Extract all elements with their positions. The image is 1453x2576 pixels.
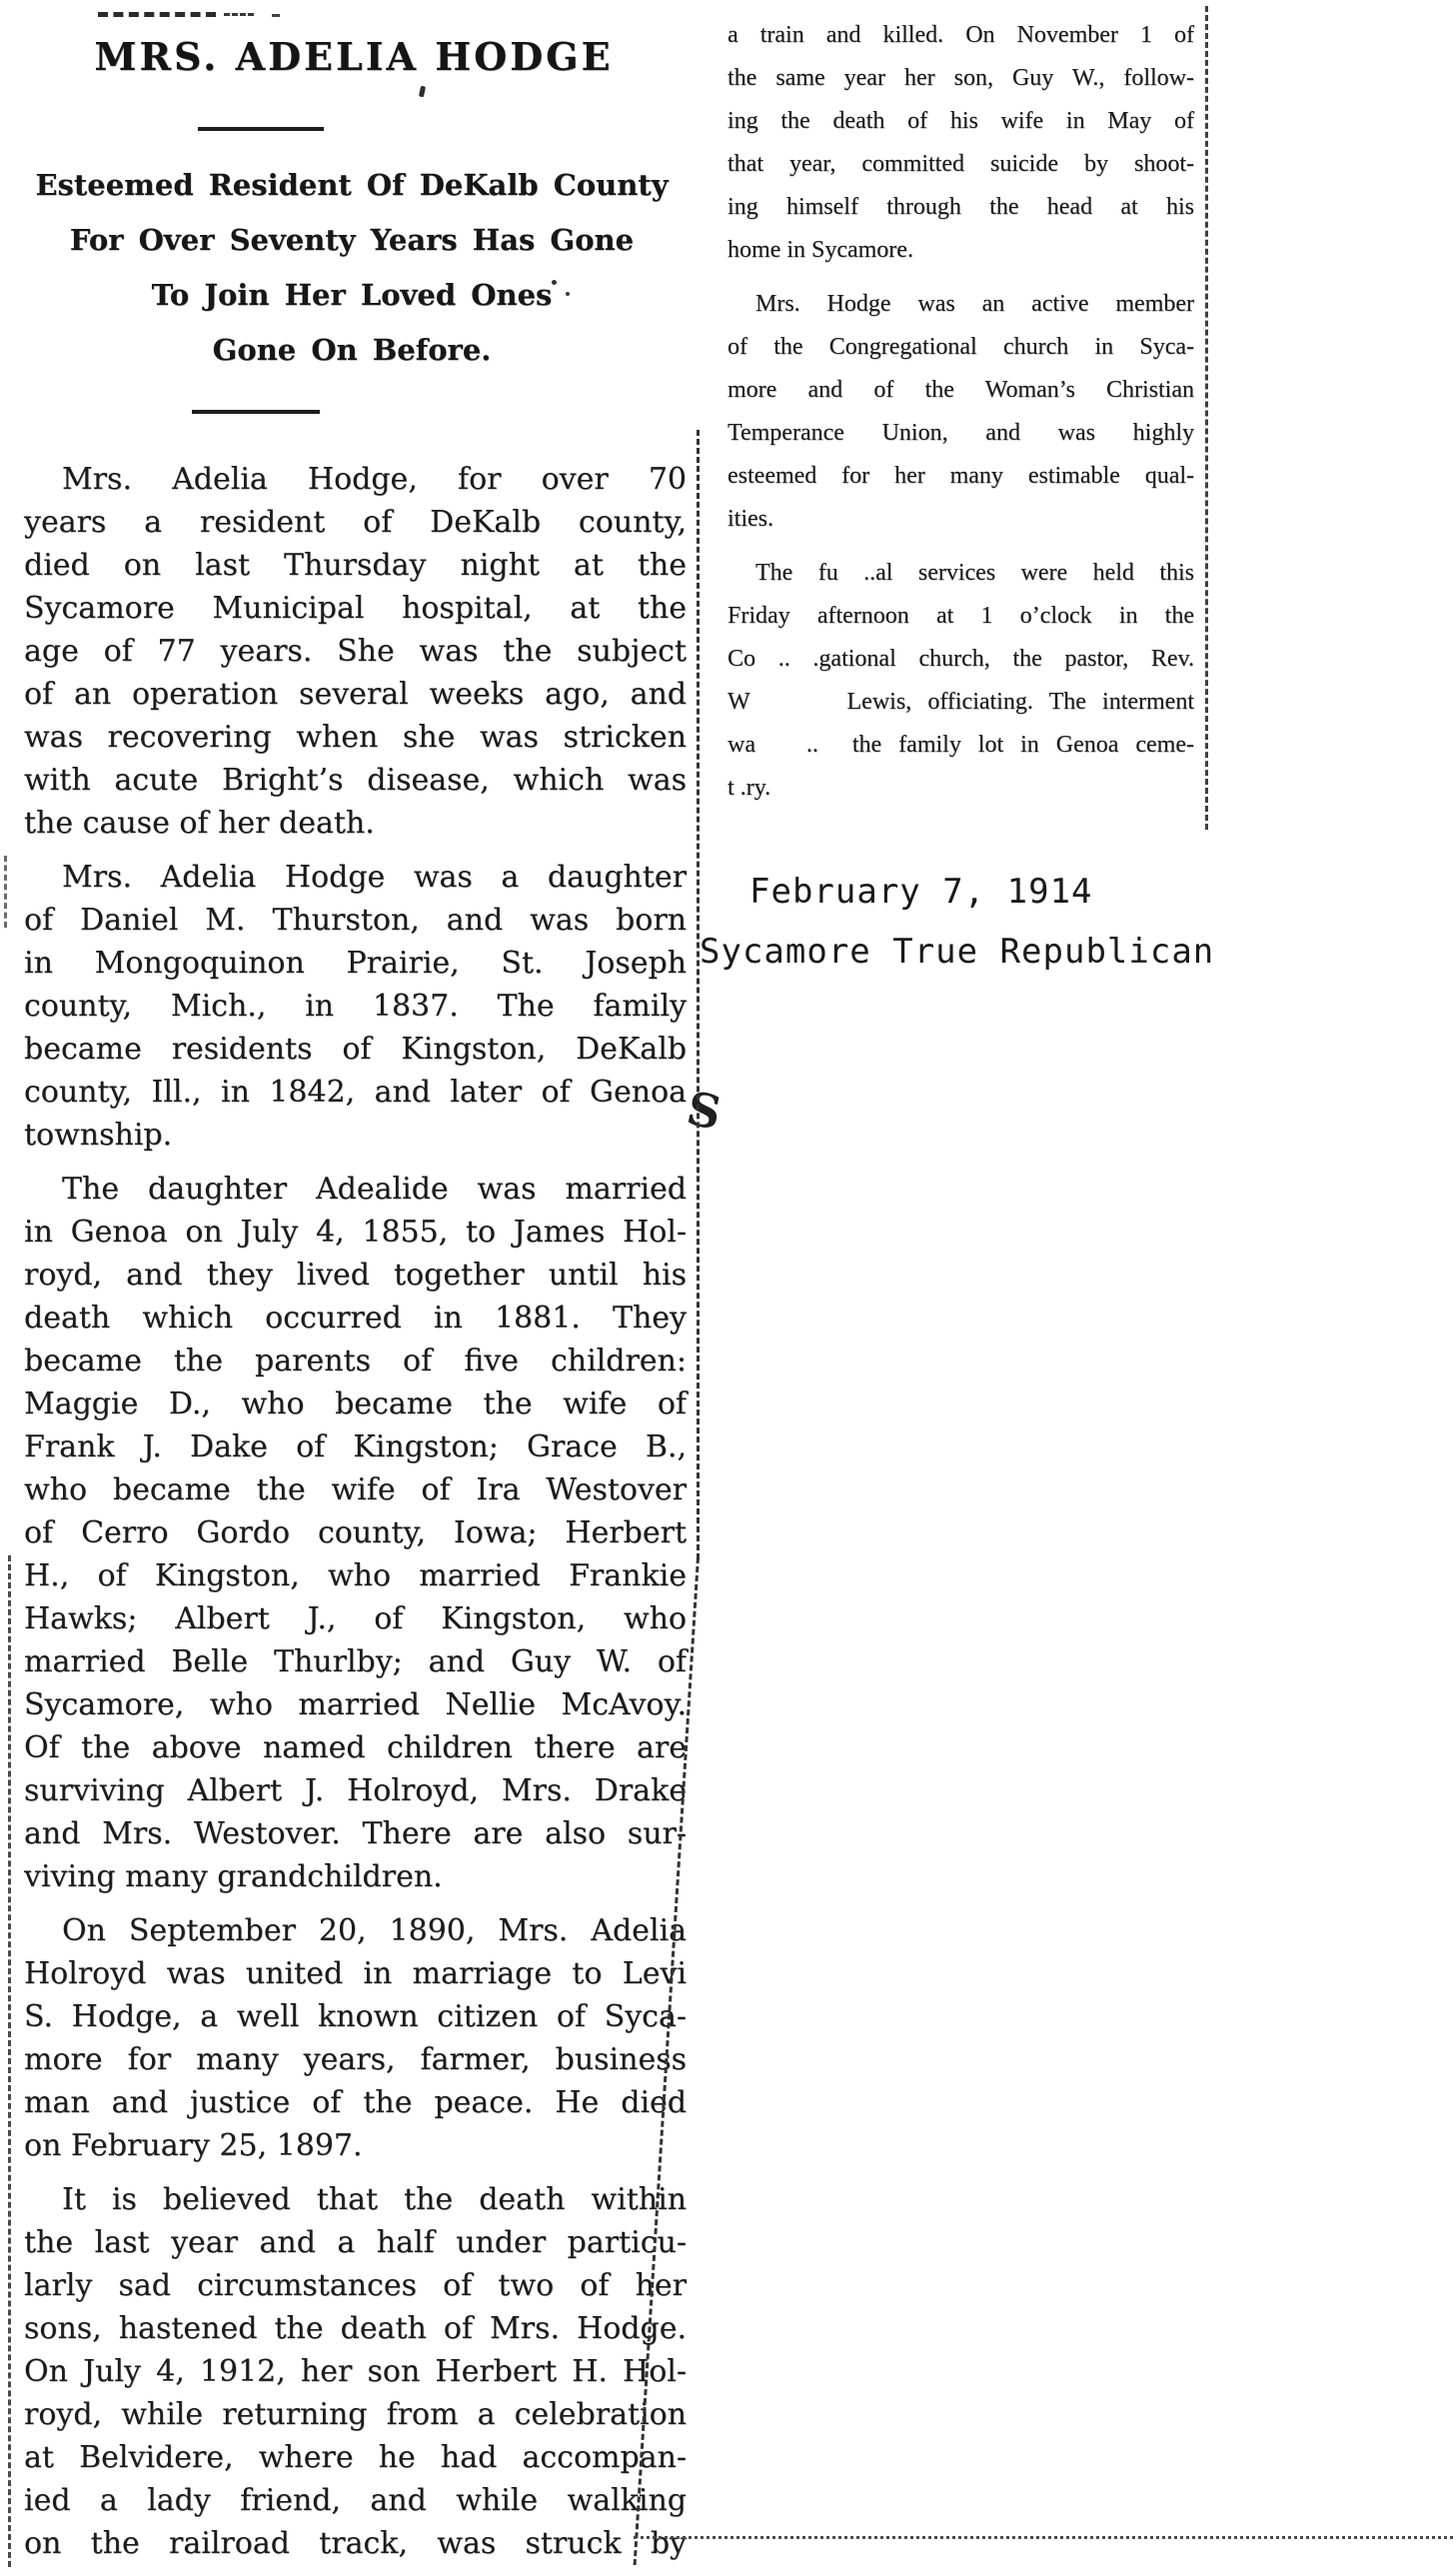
attribution — [700, 862, 1214, 982]
article-line: surviving Albert J. Holroyd, Mrs. Drake — [24, 1773, 687, 1808]
article-line: on the railroad track, was struck by — [24, 2526, 687, 2561]
article-line: that year, committed suicide by shoot- — [727, 151, 1194, 177]
article-line: Of the above named children there are — [24, 1730, 687, 1765]
article-line: On July 4, 1912, her son Herbert H. Hol- — [24, 2354, 687, 2389]
article-paragraph — [24, 458, 687, 845]
article-line: became the parents of five children: — [24, 1343, 687, 1378]
article-line: S. Hodge, a well known citizen of Syca- — [24, 1999, 687, 2034]
article-line: of an operation several weeks ago, and — [24, 677, 687, 712]
article-line: Temperance Union, and was highly — [727, 420, 1194, 446]
article-line: Co .. .gational church, the pastor, Rev. — [727, 646, 1194, 672]
article-line: death which occurred in 1881. They — [24, 1300, 687, 1335]
article-line: royd, while returning from a celebration — [24, 2397, 687, 2432]
article-line: of Daniel M. Thurston, and was born — [24, 903, 687, 938]
clip-edge-bottom — [634, 2536, 1453, 2539]
article-line: wa .. the family lot in Genoa ceme- — [727, 732, 1194, 758]
article-line: Mrs. Adelia Hodge, for over 70 — [62, 462, 687, 497]
article-line: royd, and they lived together until his — [24, 1258, 687, 1292]
article-line: county, Mich., in 1837. The family — [24, 989, 687, 1024]
article-line: the last year and a half under particu- — [24, 2225, 687, 2260]
article-line: ied a lady friend, and while walking — [24, 2483, 687, 2518]
article-subtitle — [24, 158, 680, 378]
article-line: in Mongoquinon Prairie, St. Joseph — [24, 946, 687, 981]
article-line: a train and killed. On November 1 of — [727, 22, 1194, 48]
ink-smudge — [98, 12, 216, 17]
article-line: It is believed that the death within — [62, 2182, 687, 2217]
ink-speck — [419, 86, 426, 98]
article-line: Mrs. Hodge was an active member — [755, 291, 1194, 317]
article-line: of Cerro Gordo county, Iowa; Herbert — [24, 1515, 687, 1550]
article-line: Friday afternoon at 1 o’clock in the — [727, 603, 1194, 629]
article-paragraph — [24, 2178, 687, 2565]
ink-smudge — [224, 13, 254, 16]
article-line: ing himself through the head at his — [727, 194, 1194, 220]
article-body-left-column — [24, 458, 687, 2565]
column-divider — [697, 430, 700, 1559]
article-line: the same year her son, Guy W., follow- — [727, 65, 1194, 91]
attribution-date: February 7, 1914 — [749, 872, 1093, 912]
headline-rule — [198, 127, 324, 131]
article-line: years a resident of DeKalb county, — [24, 505, 687, 540]
article-line: with acute Bright’s disease, which was — [24, 763, 687, 798]
article-line: Sycamore Municipal hospital, at the — [24, 591, 687, 626]
article-line: county, Ill., in 1842, and later of Genoa — [24, 1075, 687, 1110]
article-line: ities. — [727, 506, 773, 532]
article-line: t .ry. — [727, 775, 771, 801]
subtitle-line: To Join Her Loved Ones — [151, 278, 553, 312]
article-line: more for many years, farmer, business — [24, 2042, 687, 2077]
article-line: who became the wife of Ira Westover — [24, 1472, 687, 1507]
clip-edge-left — [4, 856, 7, 928]
stray-letter: S — [682, 1081, 726, 1141]
article-paragraph — [727, 14, 1194, 272]
article-line: more and of the Woman’s Christian — [727, 377, 1194, 403]
article-title: MRS. ADELIA HODGE — [94, 34, 614, 79]
article-line: The fu ..al services were held this — [755, 560, 1194, 586]
article-line: man and justice of the peace. He died — [24, 2085, 687, 2120]
article-line: at Belvidere, where he had accompan- — [24, 2440, 687, 2475]
article-line: became residents of Kingston, DeKalb — [24, 1032, 687, 1067]
article-line: Holroyd was united in marriage to Levi — [24, 1956, 687, 1991]
article-body-right-column — [727, 14, 1194, 810]
subtitle-line: Gone On Before. — [212, 333, 492, 367]
article-line: Mrs. Adelia Hodge was a daughter — [62, 860, 687, 895]
article-line: sons, hastened the death of Mrs. Hodge. — [24, 2311, 687, 2346]
article-line: W Lewis, officiating. The interment — [727, 689, 1194, 715]
article-line: Frank J. Dake of Kingston; Grace B., — [24, 1429, 687, 1464]
article-line: in Genoa on July 4, 1855, to James Hol- — [24, 1215, 687, 1250]
article-line: esteemed for her many estimable qual- — [727, 463, 1194, 489]
article-line: Maggie D., who became the wife of — [24, 1386, 687, 1421]
article-line: age of 77 years. She was the subject — [24, 634, 687, 669]
article-line: married Belle Thurlby; and Guy W. of — [24, 1644, 687, 1679]
article-paragraph — [727, 552, 1194, 810]
article-line: H., of Kingston, who married Frankie — [24, 1558, 687, 1593]
article-line: the cause of her death. — [24, 806, 375, 841]
article-line: Sycamore, who married Nellie McAvoy. — [24, 1687, 687, 1722]
article-line: of the Congregational church in Syca- — [727, 334, 1194, 360]
article-paragraph — [24, 1909, 687, 2167]
article-line: larly sad circumstances of two of her — [24, 2268, 687, 2303]
article-line: The daughter Adealide was married — [62, 1172, 687, 1207]
subtitle-line: Esteemed Resident Of DeKalb County — [35, 168, 669, 202]
article-line: was recovering when she was stricken — [24, 720, 687, 755]
article-line: viving many grandchildren. — [24, 1859, 443, 1894]
article-line: and Mrs. Westover. There are also sur- — [24, 1816, 687, 1851]
clip-edge-right — [1205, 6, 1208, 830]
article-line: home in Sycamore. — [727, 237, 913, 263]
article-paragraph — [24, 1168, 687, 1898]
clip-edge-left — [8, 1555, 11, 2567]
subtitle-line: For Over Seventy Years Has Gone — [69, 223, 635, 257]
attribution-source: Sycamore True Republican — [700, 932, 1215, 972]
article-line: ing the death of his wife in May of — [727, 108, 1194, 134]
subtitle-rule — [192, 410, 320, 414]
article-paragraph — [24, 856, 687, 1157]
article-line: on February 25, 1897. — [24, 2128, 363, 2163]
article-line: died on last Thursday night at the — [24, 548, 687, 583]
article-line: On September 20, 1890, Mrs. Adelia — [62, 1913, 687, 1948]
ink-smudge — [272, 14, 280, 17]
article-paragraph — [727, 283, 1194, 541]
article-line: Hawks; Albert J., of Kingston, who — [24, 1601, 687, 1636]
article-line: township. — [24, 1118, 173, 1153]
